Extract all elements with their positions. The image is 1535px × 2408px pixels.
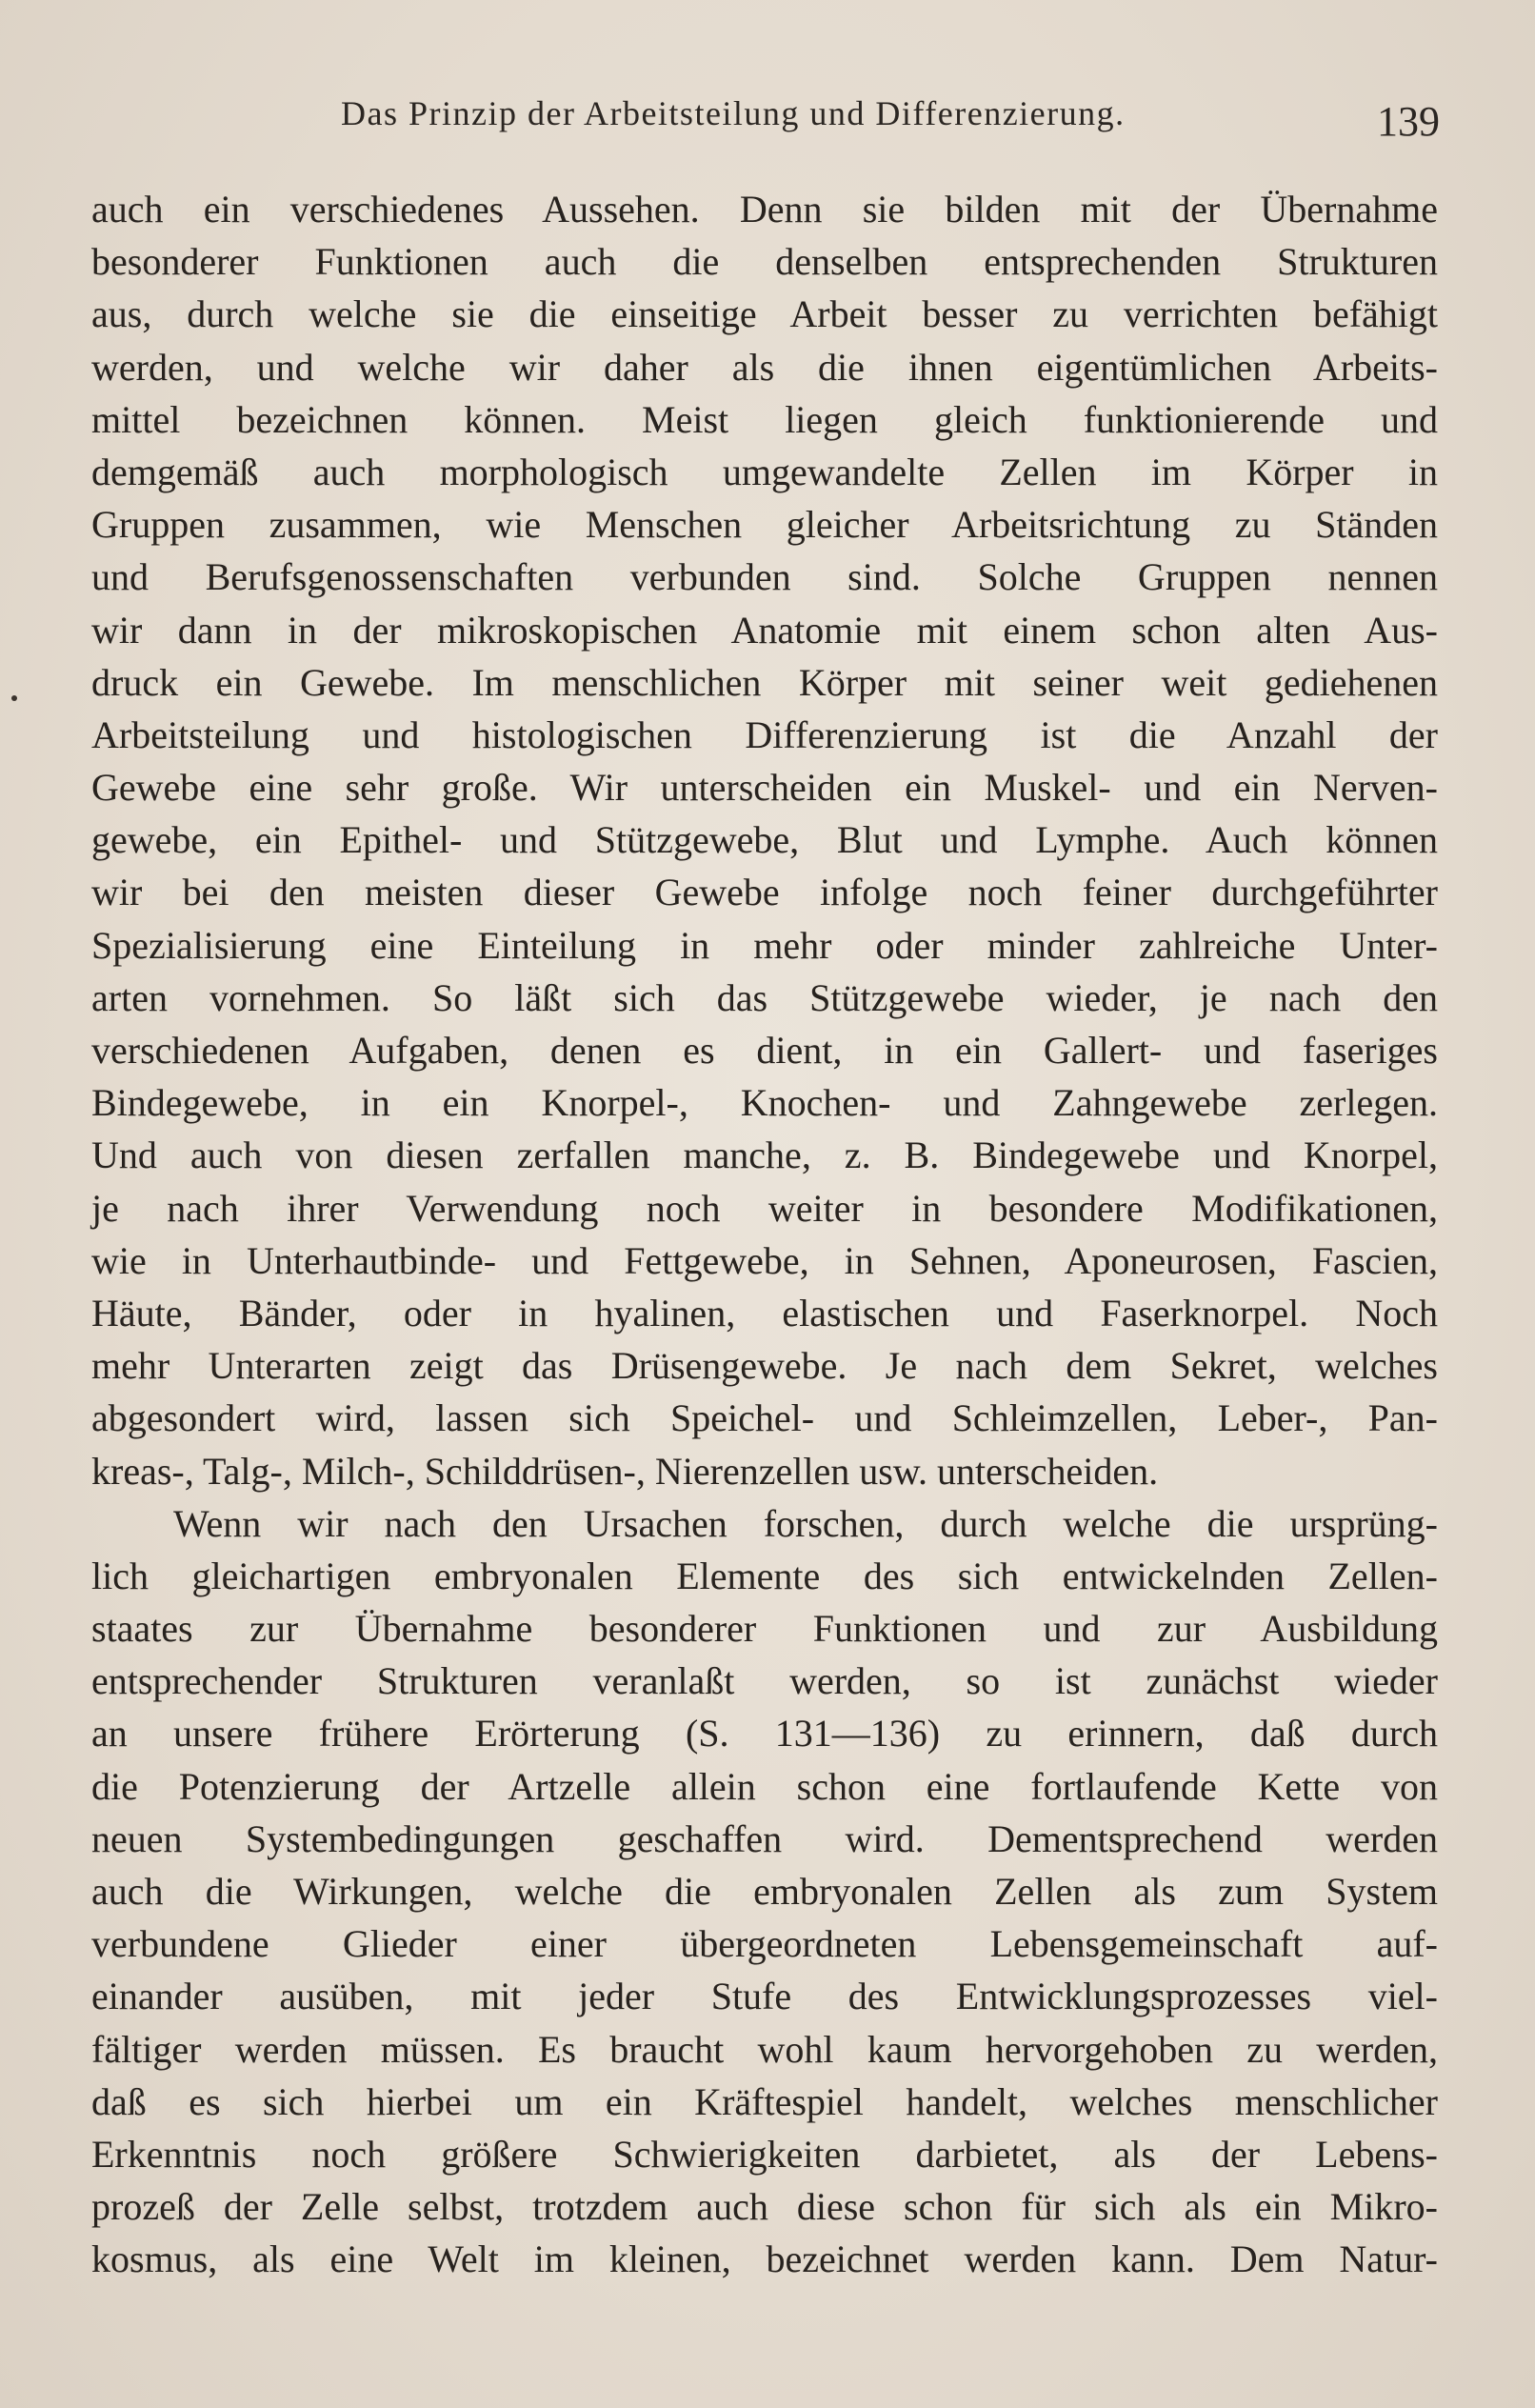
running-head-title: Das Prinzip der Arbeitsteilung und Differenzierung. [341, 94, 1126, 132]
text-line: mittel bezeichnen können. Meist liegen gleich funktionierende und [91, 397, 1438, 441]
text-line: kosmus, als eine Welt im kleinen, bezeichnet werden kann. Dem Natur- [91, 2237, 1438, 2281]
text-line: Wenn wir nach den Ursachen forschen, durch welche die ursprüng- [173, 1501, 1438, 1545]
text-line: arten vornehmen. So läßt sich das Stützgewebe wieder, je nach den [91, 975, 1438, 1019]
text-line: je nach ihrer Verwendung noch weiter in besondere Modifikationen, [91, 1186, 1438, 1230]
text-line: daß es sich hierbei um ein Kräftespiel handelt, welches menschlicher [91, 2079, 1438, 2123]
text-line: wir dann in der mikroskopischen Anatomie mit einem schon alten Aus- [91, 608, 1438, 652]
text-line: neuen Systembedingungen geschaffen wird. Dementsprechend werden [91, 1816, 1438, 1860]
text-line: demgemäß auch morphologisch umgewandelte Zellen im Körper in [91, 450, 1438, 493]
text-line: wie in Unterhautbinde- und Fettgewebe, in Sehnen, Aponeurosen, Fascien, [91, 1238, 1438, 1282]
text-line: Gewebe eine sehr große. Wir unterscheiden ein Muskel- und ein Nerven- [91, 766, 1438, 810]
text-line: Und auch von diesen zerfallen manche, z. B. Bindegewebe und Knorpel, [91, 1134, 1438, 1177]
running-head [93, 88, 1447, 145]
text-line: lich gleichartigen embryonalen Elemente des sich entwickelnden Zellen- [91, 1554, 1438, 1597]
text-line: besonderer Funktionen auch die denselben entsprechenden Strukturen [91, 240, 1438, 284]
text-line: an unsere frühere Erörterung (S. 131—136) zu erinnern, daß durch [91, 1712, 1438, 1756]
text-line: und Berufsgenossenschaften verbunden sind. Solche Gruppen nennen [91, 555, 1438, 599]
text-line: gewebe, ein Epithel- und Stützgewebe, Blut und Lymphe. Auch können [91, 818, 1438, 862]
text-line: Bindegewebe, in ein Knorpel-, Knochen- und Zahngewebe zerlegen. [91, 1081, 1438, 1125]
text-line: Arbeitsteilung und histologischen Differenzierung ist die Anzahl der [91, 712, 1438, 756]
text-line: kreas-, Talg-, Milch-, Schilddrüsen-, Nierenzellen usw. unterscheiden. [91, 1449, 1159, 1493]
text-line: prozeß der Zelle selbst, trotzdem auch diese schon für sich als ein Mikro- [91, 2185, 1438, 2229]
text-line: entsprechender Strukturen veranlaßt werden, so ist zunächst wieder [91, 1659, 1438, 1703]
text-line: die Potenzierung der Artzelle allein schon eine fortlaufende Kette von [91, 1764, 1438, 1808]
text-line: Häute, Bänder, oder in hyalinen, elastischen und Faserknorpel. Noch [91, 1291, 1438, 1334]
text-line: Gruppen zusammen, wie Menschen gleicher Arbeitsrichtung zu Ständen [91, 503, 1438, 547]
text-line: aus, durch welche sie die einseitige Arbeit besser zu verrichten befähigt [91, 292, 1438, 336]
text-line: einander ausüben, mit jeder Stufe des Entwicklungsprozesses viel- [91, 1975, 1438, 2018]
text-line: auch die Wirkungen, welche die embryonalen Zellen als zum System [91, 1870, 1438, 1913]
text-line: abgesondert wird, lassen sich Speichel- und Schleimzellen, Leber-, Pan- [91, 1396, 1438, 1440]
text-line: auch ein verschiedenes Aussehen. Denn sie bilden mit der Übernahme [91, 188, 1438, 231]
body-text [91, 183, 1438, 2286]
paragraph-2 [91, 1497, 1438, 2286]
text-line: staates zur Übernahme besonderer Funktionen und zur Ausbildung [91, 1607, 1438, 1651]
text-line: verbundene Glieder einer übergeordneten Lebensgemeinschaft auf- [91, 1922, 1438, 1966]
text-line: wir bei den meisten dieser Gewebe infolge noch feiner durchgeführter [91, 871, 1438, 914]
text-line: druck ein Gewebe. Im menschlichen Körper mit seiner weit gediehenen [91, 660, 1438, 704]
page-number: 139 [1377, 98, 1440, 145]
text-line: fältiger werden müssen. Es braucht wohl kaum hervorgehoben zu werden, [91, 2027, 1438, 2071]
text-line: werden, und welche wir daher als die ihnen eigentümlichen Arbeits- [91, 345, 1438, 389]
paragraph-1 [91, 183, 1438, 1497]
text-line: Spezialisierung eine Einteilung in mehr oder minder zahlreiche Unter- [91, 923, 1438, 967]
text-line: mehr Unterarten zeigt das Drüsengewebe. Je nach dem Sekret, welches [91, 1344, 1438, 1388]
text-line: verschiedenen Aufgaben, denen es dient, in ein Gallert- und faseriges [91, 1029, 1438, 1072]
text-line: Erkenntnis noch größere Schwierigkeiten darbietet, als der Lebens- [91, 2132, 1438, 2176]
margin-dot [11, 695, 17, 701]
